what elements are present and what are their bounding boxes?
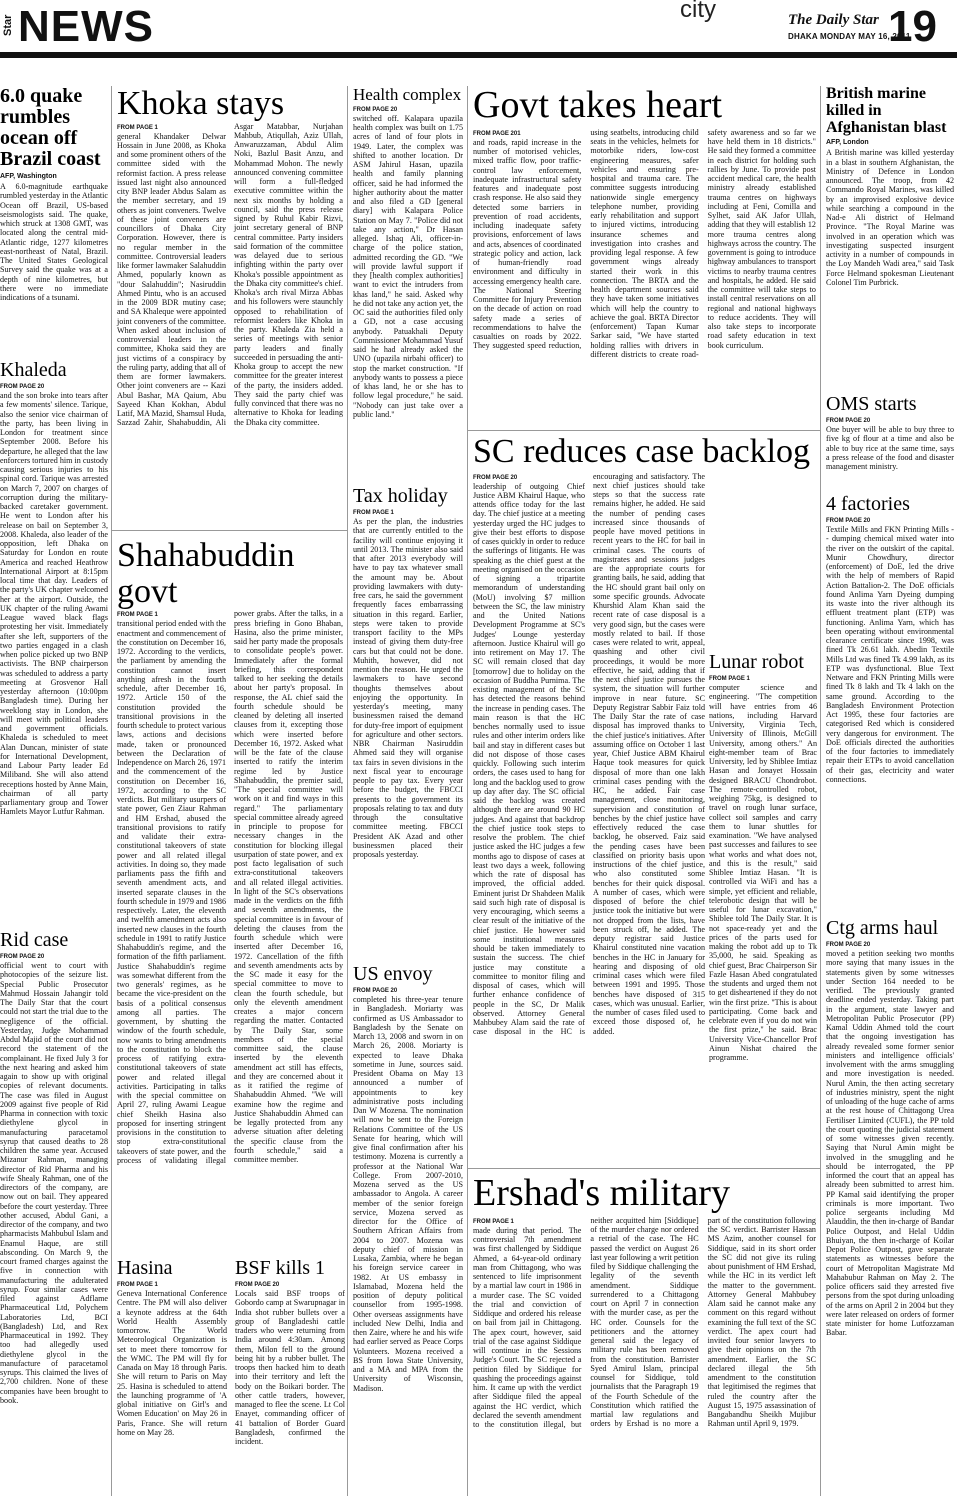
headline: US envoy (353, 963, 433, 985)
story-rid-case (0, 930, 108, 1496)
section-rule (467, 430, 820, 431)
headline: SC reduces case backlog (473, 433, 811, 470)
headline: Ctg arms haul (826, 917, 939, 939)
story-ershad (473, 1174, 816, 1496)
story-khaleda (0, 360, 108, 926)
headline: 4 factories (826, 493, 910, 515)
story-lunar-robot (709, 652, 817, 1164)
column-rule (467, 86, 468, 1496)
body-columns (117, 609, 343, 1283)
jump-line: FROM PAGE 1 (117, 612, 158, 619)
body-columns (473, 472, 705, 1160)
jump-line: FROM PAGE 20 (826, 518, 871, 524)
story-hasina (117, 1258, 227, 1496)
body-text: A British marine was killed yesterday in a blast in southern Afghanistan, the Ministry of Defence in London announced. The troop, from 42 Commando Royal Marines, was killed by an improvised explosive device while searching a compound in the Nad-e Ali district of Helmand Province. "The Royal Marine was involved in an operation which was investigating suspected insurgent activity in a number of compounds in the Loy Mandeh Wadi area," said Task Force Helmand spokesman Lieutenant Colonel Tim Purbrick. (826, 148, 954, 287)
body-text: transitional period ended with the enactment and commencement of the constitution on December 16, 1972. According to the verdicts, the parliament by amending the constitution cannot insert anything afresh in the fourth schedule, after December 16, 1972. Article 150 of the constitution provided the transitional provisions in the fourth schedule to protect various laws, actions and decisions made, taken or pronounced between the Declaration of Independence on March 26, 1971 and the commencement of the constitution on December 16, 1972, according to the SC verdicts. But military usurpers of state power, Gen Ziaur Rahman and HM Ershad, abused the transitional provisions to ratify and validate their extra-constitutional takeovers of state power and all related illegal activities. In doing so, they made parliaments pass the fifth and seventh amendment acts, and inserted separate clauses in the fourth schedule in 1979 and 1986 respectively. Later, the eleventh and twelfth amendment acts also inserted new clauses in the fourth schedule in 1991 to ratify Justice Shahabuddin's regime, and the formation of the fifth parliament. Justice Shahabuddin's regime was somewhat different from the two generals' regimes, as he became the vice-president on the basis of a political consensus among all parties. The government, by shutting the window of the fourth schedule, now wants to bring amendments to the constitution to block the process of ratifying extra-constitutional takeovers of state power and related illegal activities. Participating in talks with the special committee on April 27, ruling Awami League chief Sheikh Hasina also proposed for inserting stringent provisions in the constitution to stop extra-constitutional takeovers of state power, and the process of validating illegal power grabs. After the talks, in a press briefing in Gono Bhaban, Hasina, also the prime minister, said her party made the proposals to consolidate people's power. Immediately after the formal briefing, this correspondent talked to her seeking the details about her party's proposal. In response, the AL chief said the fourth schedule should be cleaned by deleting all inserted clauses from it, excepting those which were inserted before December 16, 1972. Asked what will be the fate of the clause inserted to ratify the interim regime led by Justice Shahabuddin, the premier said, "The special committee will work on it and find ways in this regard." The parliamentary special committee already agreed in principle to propose for necessary changes in the constitution for blocking illegal usurpation of state power, and ex post facto legalisation of such extra-constitutional takeovers and all related illegal activities. In light of the SC's observations made in the verdicts on the fifth and seventh amendments, the special committee is in favour of deleting the clauses from the fourth schedule which were inserted after December 16, 1972. Cancellation of the fifth and seventh amendments acts by the SC made it easy for the special committee to move to clean the fourth schedule, but only the eleventh amendment creates a major concern regarding the matter. Contacted by The Daily Star, some members of the special committee said, the clause inserted by the eleventh amendment act still has effects, and they are concerned about it as it ratified the regime of Shahabuddin Ahmed. "We will examine how the regime and Justice Shahabuddin Ahmed can be legally protected from any adverse situation after deleting the specific clause from the fourth schedule," said a committee member. (117, 609, 343, 1165)
masthead (0, 0, 957, 52)
story-bsf (235, 1258, 345, 1496)
headline: 6.0 quake rumbles ocean off Brazil coast (0, 85, 101, 170)
jump-line: FROM PAGE 201 (473, 130, 521, 137)
section-subtitle: city (680, 0, 716, 23)
body-text: official went to court with photocopies of the seizure list. Special Public Prosecutor Mahmud Hossain Jahangir told The Daily Star that the court could not start the trial due to the negligence of the official. Yesterday, Judge Mohammad Abdul Majid of the court did not record the statement of the complainant. He fixed July 3 for the next hearing and asked him again to show up with original copies of relevant documents. The case was filed in August 2009 against five people of Rid Pharma in connection with toxic diethylene glycol in manufacturing paracetamol syrup that caused deaths to 28 children the same year. Accused Mizanur Rahman, managing director of Rid Pharma and his wife Shealy Rahman, one of the directors of the company, are now out on bail. They appeared before the court yesterday. Three other accused, Abdul Gani, a director of the company, and two pharmacists Mahbubul Islam and Enamul Haque, are still absconding. On March 9, the court framed charges against the five in connection with manufacturing the adulterated syrup. Four similar cases were filed against Adflame Pharmaceutical Ltd, Polychem Laboratories Ltd, BCI (Bangladesh) Ltd, and Rex Pharmaceutical in 1992. They too had allegedly used diethylene glycol in the manufacture of paracetamol syrups. This claimed the lives of 2,700 children. None of these companies have been brought to book. (0, 961, 108, 1405)
body-text: general Khandaker Delwar Hossain in June 2008, as Khoka and some prominent others of the committee sided with the reformist faction. A press release issued last night also announced city BNP leader Abdus Salam as the member secretary, and 19 others as joint conveners. Twelve of these joint conveners are councillors of Dhaka City Corporation. However, there is no regular member in the committee. Controversial leaders like former lawmaker Salahuddin Ahmed, popularly known as "dour Salahuddin"; Nasiruddin Ahmed Pintu, who is an accused in the 2009 BDR mutiny case; and SA Khaleque were appointed joint conveners of the committee. When asked about inclusion of controversial leaders in the committee, Khoka said they are just victims of a conspiracy by the ruling party, adding that all of them are former lawmakers. Other joint conveners are -- Kazi Abul Bashar, MA Qaium, Abu Sayeed Khan Kokhan, Abdul Latif, MA Mazid, Shamsul Huda, Sazzad Zahir, Shahabuddin, Ali Asgar Matabbar, Nurjahan Mahbub, Atiqullah, Aziz Ullah, Anwaruzzaman, Abdul Alim Noki, Bazlul Basit Anzu, and Mohammad Mohon. The newly announced convening committee will form a full-fledged executive committee within the next six months by holding a council, said the press release signed by Ruhul Kabir Rizvi, joint secretary general of BNP central committee. Party insiders said formation of the committee was delayed due to serious infighting within the party over Khoka's possible appointment as the Dhaka city committee's chief. Khoka's arch rival Mirza Abbas and his followers were staunchly opposed to rehabilitation of reformist leaders like Khoka in the party. Khaleda Zia held a series of meetings with senior party leaders and finally succeeded in persuading the anti-Khoka group to accept the new committee for the greater interest of the party, the insiders added. They said the party chief was fully convinced that there was no alternative to Khoka for leading the Dhaka city committee. (117, 121, 343, 428)
body-text: One buyer will be able to buy three to five kg of flour at a time and also be able to buy rice at the same time, says a press release of the food and disaster management ministry. (826, 425, 954, 471)
section-rule (111, 530, 347, 531)
body-columns (473, 1216, 816, 1492)
headline: British marine killed in Afghanistan blast (826, 85, 947, 136)
column-rule (111, 86, 112, 1496)
jump-line: FROM PAGE 1 (473, 1218, 514, 1225)
section-title: NEWS (18, 2, 154, 51)
headline: Ershad's military (473, 1172, 730, 1214)
body-text: made during that period. The controversial 7th amendment was first challenged by Siddique Ahmed, a 64-year-old ordinary man from Chittagong, who was sentenced to life imprisonment by a martial law court in 1986 in a murder case. The SC voided the trial and conviction of Siddique and ordered his release on bail from jail in Chittagong. The apex court, however, said trial of the case against Siddique will continue in the Sessions Judge's Court. The SC rejected a petition filed by Siddique for quashing the proceedings against him. It came up with the verdict after Siddique filed the appeal against the HC verdict, which declared the seventh amendment to the constitution illegal, but neither acquitted him [Siddique] of the murder charge nor ordered a retrial of the case. The HC passed the verdict on August 26 last year following a writ petition filed by Siddique challenging the legality of the seventh amendment. Siddique surrendered to a Chittagong court on April 7 in connection with the murder case, as per the HC order. Counsels for the petitioners and the attorney general said the legacy of military rule has been removed from the constitution. Barrister Syed Amirul Islam, principal counsel for Siddique, told journalists that the Paragraph 19 of the Fourth Schedule of the Constitution which ratified the martial law regulations and orders by Ershad is no more a part of the constitution following the SC verdict. Barrister Hassan MS Azim, another counsel for Siddique, said in its short order the SC did not give its ruling about punishment of HM Ershad, while the HC in its verdict left the matter to the government. Attorney General Mahbubey Alam said he cannot make any comment on this regard without examining the full text of the SC verdict. The apex court had invited four senior lawyers to give their opinions on the 7th amendment. Earlier, the SC declared illegal the 5th amendment to the constitution that legitimised the regimes that ruled the country after the August 15, 1975 assassination of Bangabandhu Sheikh Mujibur Rahman until April 9, 1979. (473, 1215, 816, 1430)
story-govt-takes-heart (473, 86, 816, 426)
story-4-factories (826, 494, 954, 914)
story-quake (0, 86, 108, 358)
column-rule (820, 86, 821, 1496)
body-text: leadership of outgoing Chief Justice ABM Khairul Haque, who attends office today for the last day. The chief justice at a meeting yesterday urged the HC judges to give their best efforts to dispose of cases quickly in order to reduce the sufferings of litigants. He was speaking as the chief guest at the meeting organised on the occasion of signing a tripartite memorandum of understanding (MoU) involving $7 million between the SC, the law ministry and the United Nations Development Programme at SC's Judges' Lounge yesterday afternoon. Justice Khairul will go into retirement on May 17. The SC will remain closed that day [tomorrow] due to holiday on the occasion of Buddha Purnima. The existing management of the SC has detected the reasons behind the increase in pending cases. The main reason is that the HC benches normally used to issue rules and other interim orders like bail and stay in different cases but did not dispose of those cases quickly. Following such interim orders, the cases used to hang for long and the backlog used to grow up day after day. The SC official said the backlog was created although there are around 90 HC judges. And against that backdrop the chief justice took steps to resolve the problem. The chief justice asked the HC judges a few months ago to dispose of cases at least two days a week, following which the rate of disposal has improved, the official added. Eminent jurist Dr Shahdeen Malik said such high rate of disposal is very encouraging, which seems a clear result of the initiative of the chief justice. He however said some institutional measures should be taken immediately to sustain the success. The chief justice may constitute a committee to monitor filing and disposal of cases, which will further enhance confidence of people in the SC, Dr Malik observed. Attorney General Mahbubey Alam said the rate of case disposal in the HC is encouraging and satisfactory. The next chief justices should take steps so that the success rate remains higher, he added. He said the number of pending cases increased since thousands of people have moved petitions in recent years to the HC for bail in criminal cases. The courts of magistrates and sessions judges are the appropriate courts for granting bails, he said, adding that the HC should grant bail only on some specific grounds. Advocate Khurshid Alam Khan said the recent rate of case disposal is a very good sign, but the cases were mostly related to bail. If those cases were related to writ, appeal, quashing and other civil proceedings, it would be more effective, he said, adding that if the next chief justice pursues the system, the situation will further improve in near future. SC Deputy Registrar Sabbir Faiz told The Daily Star the rate of case disposal has improved thanks to the chief justice's initiatives. After assuming office on October 1 last year, Chief Justice ABM Khairul Haque took measures for quick disposal of more than one lakh criminal cases pending with the HC, he added. Fair case management, close monitoring, supervision and constitution of benches by the chief justice have effectively reduced the case backlog, he observed. Faiz said the pending cases have been classified on priority basis upon instructions of the chief justice, who also constituted some benches for their quick disposal. A number of cases, which were disposed of before the chief justice took the initiative but were not dropped from the lists, have been struck off, he added. The deputy registrar said Justice Khairul constituted nine vacation benches in the HC in January for hearing and disposing of old criminal cases which were filed between 1991 and 1995. Those benches have disposed of 315 cases, which was unusual. Earlier, the number of cases filed used to exceed those disposed of, he added. (473, 471, 705, 1037)
story-tax (353, 486, 463, 960)
headline: Rid case (0, 929, 69, 951)
jump-line: FROM PAGE 20 (826, 942, 871, 948)
body-text: completed his three-year tenure in Bangladesh. Moriarty was confirmed as US Ambassador to Bangladesh by the Senate on March 13, 2008 and sworn in on March 26, 2008. Moriarty is expected to leave Dhaka sometime in June, sources said. President Obama on May 13 announced a number of appointments to key administrative posts including Dan W Mozena. The nomination will now be sent to the Foreign Relations Committee of the US Senate for hearing, which will give final confirmation after his testimony. Mozena is currently a professor at the National War College. From 2007-2010, Mozena served as the US ambassador to Angola. A career member of the senior foreign service, Mozena served as director for the Office of Southern African Affairs from 2004 to 2007. Mozena was deputy chief of mission in Lusaka, Zambia, where he began his foreign service career in 1982. At US embassy in Islamabad, Mozena held the position of deputy political counsellor from 1995-1998. Other overseas assignments have included New Delhi, India and then Zaire, where he and his wife had earlier served as Peace Corps Volunteers. Mozena received a BS from Iowa State University, and a MA and MPA from the University of Wisconsin, Madison. (353, 995, 463, 1393)
body-text: computer science and engineering. "The competition will have entries from 46 nations, including Harvard University, Virginia Tech, University of Illinois, McGill University, among others." An eight-member team of Brac University, led by Shiblee Imtiaz Hasan and Jonayet Hossain designed BRACU Chondrobot. The remote-controlled robot, weighing 75kg, is designed to travel on rough lunar surface, collect soil samples and carry them to lunar shuttles for examination. "We have analysed past successes and failures to see what works and what does not, and this is the result," said Shiblee Imtiaz Hasan. "It is controlled via WiFi and has a simple, yet efficient and reliable, telerobotic design that will be useful for lunar excavation," Shiblee told The Daily Star. It is not space-ready yet and the prices of the parts used for making the robot add up to Tk 35,000, he said. Speaking as chief guest, Brac Chairperson Sir Fazle Hasan Abed congratulated the students and urged them not to get disheartened if they do not win the first prize. "This is about participating. Come back and celebrate even if you do not win the first prize," he said. Brac University Vice-Chancellor Prof Ainun Nishat chaired the programme. (709, 683, 817, 1062)
dateline: DHAKA MONDAY MAY 16, 2011 (788, 32, 911, 41)
jump-line: FROM PAGE 20 (0, 384, 45, 390)
jump-line: FROM PAGE 1 (117, 1282, 158, 1288)
headline: OMS starts (826, 393, 917, 415)
headline: Khaleda (0, 359, 67, 381)
jump-line: FROM PAGE 20 (826, 418, 871, 424)
jump-line: FROM PAGE 20 (353, 106, 398, 113)
masthead-rule (0, 52, 957, 58)
page-number: 19 (888, 2, 937, 51)
jump-line: FROM PAGE 20 (0, 954, 45, 960)
headline: Tax holiday (353, 485, 448, 507)
story-marine (826, 86, 954, 390)
story-oms (826, 394, 954, 492)
jump-line: FROM PAGE 1 (353, 510, 394, 516)
jump-line: FROM PAGE 1 (709, 676, 750, 682)
jump-line: FROM PAGE 1 (117, 124, 158, 131)
story-health (353, 86, 463, 482)
story-khoka (117, 86, 343, 528)
body-text: moved a petition seeking two months more saying that many issues in the statements given by some witnesses under Section 164 needed to be verified. The previously granted deadline ended yesterday. Taking part in the argument, state lawyer and Metropolitan Public Prosecutor (PP) Kamal Uddin Ahmed told the court that the ongoing investigation has already revealed some former senior ministers and intelligence officials' involvement with the arms smuggling and more investigation is needed. Nurul Amin, the then acting secretary of industries ministry, spent the night of unloading of the huge cache of arms at the rest house of Chittagong Urea Fertiliser Limited (CUFL), the PP told the court quoting the judicial statement of some witnesses given recently. Saying that Nurul Amin might be involved in the smuggling and he should be interrogated, the PP informed the court that an appeal has already been submitted to arrest him. PP Kamal said identifying the proper criminals is more important. Two police sergeants including Md Alauddin, the then in-charge of Bandar Police Outpost, and Helal Uddin Bhuiyan, the then in-charge of Koilar Depot Police Outpost, gave separate statements as witnesses before the court of Metropolitan Magistrate Md Mahabubur Rahman on May 2. The police officers said they arrested five persons from the spot during unloading of the arms on April 2 in 2004 but they were later released on orders of former state minister for home Lutfozzaman Babar. (826, 949, 954, 1338)
headline: BSF kills 1 (235, 1257, 326, 1279)
headline: Govt takes heart (473, 84, 723, 126)
body-text: As per the plan, the industries that are currently entitled to the facility will continue enjoying it until 2013. The minister also said that after 2013 everybody will have to pay tax whatever small the amount may be. About providing lawmakers with duty-free cars, he said the government frequently faces embarrassing situation in this regard. Earlier, steps were taken to provide transport facility to the MPs instead of giving them duty-free cars but that could not be done. Muhith, however, did not mention the reason. He urged the lawmakers to have second thoughts themselves about enjoying the opportunity. In yesterday's meeting, many businessmen raised the demand for duty-free import of equipment for agriculture and other sectors. NBR Chairman Nasiruddin Ahmed said they will organise tax fairs in seven divisions in the next fiscal year to encourage people to pay tax. Every year before the budget, the FBCCI presents to the government its proposals relating to tax and duty through the consultative committee meeting. FBCCI President AK Azad and other businessmen placed their proposals yesterday. (353, 517, 463, 859)
section-rule (467, 1168, 820, 1169)
headline: Khoka stays (117, 85, 285, 122)
byline: AFP, Washington (0, 173, 57, 180)
jump-line: FROM PAGE 20 (473, 474, 518, 481)
headline: Lunar robot (709, 651, 804, 673)
star-logo: Star (2, 14, 14, 36)
byline: AFP, London (826, 139, 869, 147)
body-columns (473, 128, 816, 422)
column-rule (347, 86, 348, 1496)
body-text: Textile Mills and FKN Printing Mills -- dumping chemical mixed water into the river on the outskirt of the capital. Munir Chowdhury, director (enforcement) of DoE, led the drive with the help of members of Rapid Action Battalion-2. The DoE officials found Anlima Yarn Dyeing dumping its waste into the river although its effluent treatment plant (ETP) was functioning. Anlima Yarn, which has been operating without environmental clearance certificate since 1998, was fined Tk 26.61 lakh. Abedin Textile Mills Ltd was fined Tk 4.99 lakh, as its ETP was dysfunctional. Blue Text Netware and FKN Printing Mills were fined Tk 8 lakh and Tk 4 lakh on the same ground. According to the Bangladesh Environment Protection Act 1995, these four factories are categorised Red which is considered very dangerous for environment. The DoE officials directed the authorities of the four factories to immediately repair their ETPs to avoid cancellation of their gas, electricity and water connections. (826, 525, 954, 784)
story-ctg-arms (826, 918, 954, 1496)
headline: Shahabuddin govt (117, 537, 295, 610)
jump-line: FROM PAGE 20 (353, 988, 398, 994)
body-text: Locals said BSF troops of Gobordo camp at Swarupnagar in India shot rubber bullets over a group of Bangladeshi cattle traders who were returning from India around 4:30am. Among them, Milon fell to the ground being hit by a rubber bullet. The troops then hacked him to death into their territory and left the body on the Boikari border. The other cattle traders, however, managed to flee the scene. Lt Col Enayet, commanding officer of 41 battalion of Border Guard Bangladesh, confirmed the incident. (235, 1289, 345, 1446)
body-columns (117, 122, 343, 518)
body-text: A 6.0-magnitude earthquake rumbled yesterday in the Atlantic Ocean off Brazil, US-based seismologists said. The quake, which struck at 1308 GMT, was located along the central mid-Atlantic ridge, 1277 kilometres east-northeast of Natal, Brazil. The United States Geological Survey said the quake was at a depth of nine kilometres, but there were no immediate indications of a tsunami. (0, 182, 108, 302)
headline: Health complex (353, 85, 462, 104)
body-text: and the son broke into tears after a few moments' silence. Tarique, also the senior vice chairman of the party, has been living in London for treatment since September 2008. Before his departure, he alleged that the law enforcers tortured him in custody causing serious injuries to his spinal cord. Tarique was arrested on March 7, 2007 on charges of corruption during the military-backed caretaker government. He went to London after his release on bail on September 3, 2008. Khaleda, also leader of the opposition, left Dhaka on Saturday for London en route America and reached Heathrow International Airport at 8:15pm local time that day. Leaders of the party's UK chapter welcomed her at the airport. Outside, the UK chapter of the ruling Awami League waved black flags protesting her visit. Immediately after she left, supporters of the two parties engaged in a clash when police picked up two BNP activists. The BNP chairperson was scheduled to address a party meeting at Grosvenor Hall yesterday afternoon (10:00pm Bangladesh time). During her weeklong stay in London, she will meet with political leaders and government officials. Khaleda is scheduled to meet Alan Duncan, minister of state for International Development, and Labour Party leader Ed Miliband. She will also attend receptions hosted by Anne Main, chairman of all party parliamentary group and Tower Hamlets Mayor Lutfur Rahman. (0, 391, 108, 817)
story-shahabuddin (117, 538, 343, 1252)
paper-name: The Daily Star (788, 12, 879, 28)
jump-line: FROM PAGE 20 (235, 1282, 280, 1288)
body-text: Geneva International Conference Centre. The PM will also deliver a keynote address at the 64th World Health Assembly tomorrow. The World Meteorological Organization is set to meet there tomorrow for the WMC. The PM will fly for Canada on May 18 through Paris. She will return to Paris on May 25. Hasina is scheduled to attend the launching programme of 'A global initiative on Girl's and Women Education' on May 26 in Paris, France. She will return home on May 28. (117, 1289, 227, 1437)
headline: Hasina (117, 1257, 173, 1279)
body-text: and roads, rapid increase in the number of motorised vehicles, mixed traffic flow, poor traffic-control law enforcement, inadequate infrastructural safety features and inadequate post crash response. He also said they detected some barriers in prevention of road accidents, including inadequate safety provisions, enforcement of laws and acts, absences of coordinated strategic policy and action, lack of human-friendly road environment and difficulty in accessing emergency health care. The National Steering Committee for Injury Prevention on the decade of action on road safety made a series of recommendations to halve the casualties on roads by 2022. They suggested speed reduction, using seatbelts, introducing child seats in the vehicles, helmets for motorbike riders, low-cost engineering measures, safer vehicles and ensuring pre-hospital and trauma care. The committee suggests introducing nationwide single emergency telephone number, providing early rehabilitation and support to injured victims, introducing insurance schemes and investigation into crashes and providing legal response. A few government wings already started their work in this connection. The BRTA and the health department sources said they have taken some initiatives which will help the country to achieve the goal. BRTA Director (enforcement) Tapan Kumar Sarkar said, "We have started holding rallies with drivers in different districts to create road-safety awareness and so far we have held them in 18 districts." He said they formed a committee in each district for holding such rallies by June. To provide post accident medical care, the health ministry already established trauma centres on highways including at Feni, Comilla and Sylhet, said AK Jafor Ullah, adding that they will establish 12 more trauma centres along highways across the country. The government is going to introduce highway ambulances to transport victims to nearby trauma centres and hospitals, he added. He said the committee will take steps to install central reservations on all regional and national highways to reduce accidents. They will also take steps to incorporate road safety education in text book curriculum. (473, 127, 816, 359)
story-envoy (353, 964, 463, 1496)
body-text: switched off. Kalapara upazila health complex was built on 1.75 acres of land of four plots in 1949. Later, the complex was shifted to another location. Dr ASM Jahirul Hasan, upazila health and family planning officer, said he had informed the higher authority about the matter and also filed a GD [general diary] with Kalapara Police Station on May 7. "Police did not take any action," Dr Hasan alleged. Ishaq Ali, officer-in-charge of the police station, admitted recording the GD. "We will provide lawful support if they [health complex authorities] want to evict the intruders from khas land," he said. Asked why he did not take any action yet, the OC said the authorities filed only a GD, not a case accusing anybody. Patuakhali Deputy Commissioner Mohammad Yusuf said he had already asked the UNO (upazila nirbahi officer) to stop the market construction. "If anybody wants to possess a piece of khas land, he or she has to follow legal procedure," he said. "Nobody can just take over a public land." (353, 113, 463, 419)
